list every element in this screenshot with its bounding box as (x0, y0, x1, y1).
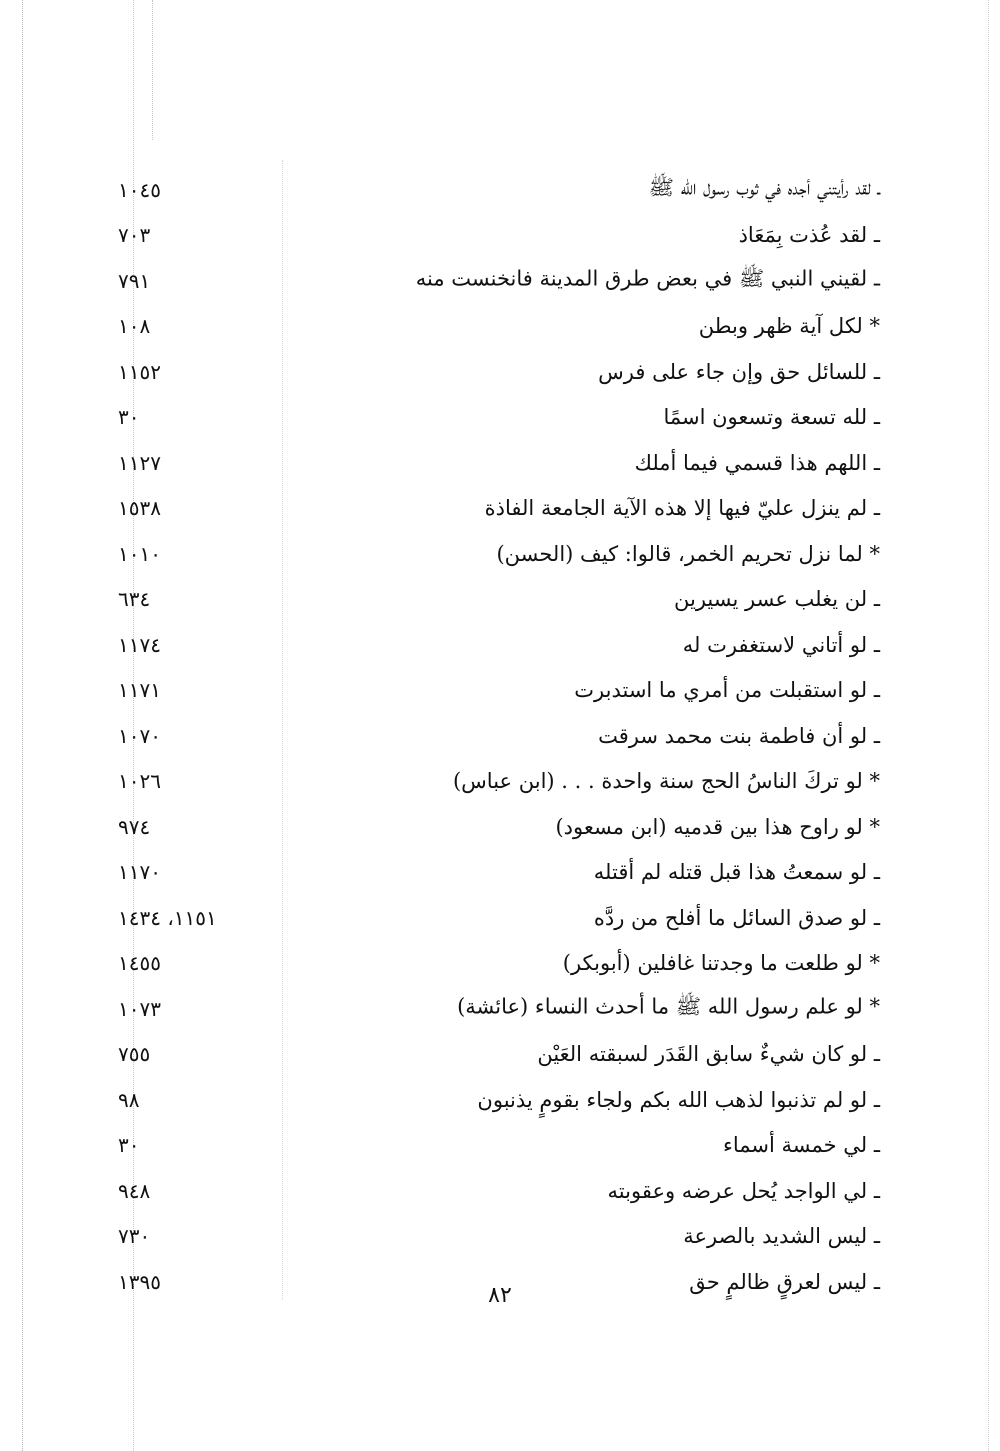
index-entry (110, 713, 880, 759)
entry-text: ـ لم ينزل عليّ فيها إلا هذه الآية الجامعة الفاذة (484, 496, 880, 521)
entry-text: ـ لقد رأيتني أجده في ثوب رسول الله ﷺ (648, 175, 880, 200)
index-entry (110, 1032, 880, 1078)
entry-text: ـ لو صدق السائل ما أفلح من ردَّه (593, 905, 880, 930)
entry-text: * لو راوح هذا بين قدميه (ابن مسعود) (555, 814, 880, 839)
entry-page: ١٠٤٥ (118, 177, 161, 202)
entry-page: ٧٥٥ (118, 1042, 151, 1067)
entry-page: ١٠٧٠ (118, 723, 161, 748)
entry-text: ـ ليس لعرقٍ ظالمٍ حق (689, 1269, 880, 1294)
index-entry (110, 986, 880, 1032)
entry-page: ٧٣٠ (118, 1224, 151, 1249)
entry-page: ١٥٣٨ (118, 496, 161, 521)
entry-page: ٧٠٣ (118, 223, 151, 248)
index-entry (110, 213, 880, 259)
entry-page: ١١٥١، ١٤٣٤ (118, 905, 217, 930)
entry-page: ٩٨ (118, 1087, 140, 1112)
entry-page: ٣٠ (118, 405, 140, 430)
index-entry (110, 577, 880, 623)
index-entry (110, 258, 880, 304)
index-entry (110, 486, 880, 532)
index-entry (110, 1123, 880, 1169)
index-entry (110, 304, 880, 350)
index-entry (110, 668, 880, 714)
entry-text: ـ اللهم هذا قسمي فيما أملك (634, 450, 880, 475)
entry-text: ـ لن يغلب عسر يسيرين (674, 587, 880, 612)
entry-text: ـ لو استقبلت من أمري ما استدبرت (574, 678, 880, 703)
entry-page: ٩٤٨ (118, 1178, 151, 1203)
entry-text: * لو تركَ الناسُ الحج سنة واحدة . . . (ابن عباس) (452, 769, 880, 794)
entry-text: ـ ليس الشديد بالصرعة (683, 1224, 880, 1249)
entry-text: * لو علم رسول الله ﷺ ما أحدث النساء (عائشة) (457, 994, 880, 1019)
entry-text: ـ لي الواجد يُحل عرضه وعقوبته (607, 1178, 880, 1203)
entry-page: ٩٧٤ (118, 814, 151, 839)
entry-text: ـ لو سمعتُ هذا قبل قتله لم أقتله (593, 860, 880, 885)
index-entry (110, 1077, 880, 1123)
index-entry (110, 167, 880, 213)
entry-page: ١٣٩٥ (118, 1269, 161, 1294)
entry-page: ١٠٧٣ (118, 996, 161, 1021)
entry-text: ـ للسائل حق وإن جاء على فرس (598, 359, 880, 384)
entry-text: ـ لقيني النبي ﷺ في بعض طرق المدينة فانخنست منه (415, 266, 880, 291)
index-entry (110, 850, 880, 896)
index-entry (110, 1168, 880, 1214)
entry-text: * لو طلعت ما وجدتنا غافلين (أبوبكر) (562, 951, 880, 976)
scan-edge-line (152, 0, 153, 140)
index-entry (110, 895, 880, 941)
entry-text: * لما نزل تحريم الخمر، قالوا: كيف (الحسن) (496, 541, 880, 566)
scan-edge-line (22, 0, 23, 1451)
entry-page: ١١٥٢ (118, 359, 161, 384)
entry-text: * لكل آية ظهر وبطن (698, 314, 880, 339)
entry-page: ١٤٥٥ (118, 951, 161, 976)
index-entry (110, 622, 880, 668)
entry-page: ١١٧١ (118, 678, 161, 703)
entry-text: ـ لله تسعة وتسعون اسمًا (663, 405, 880, 430)
entry-text: ـ لو أتاني لاستغفرت له (682, 632, 880, 657)
index-entry (110, 531, 880, 577)
entry-page: ١٠١٠ (118, 541, 161, 566)
index-entry (110, 395, 880, 441)
entry-text: ـ لقد عُذت بِمَعَاذ (738, 223, 880, 248)
index-entry (110, 759, 880, 805)
index-entry (110, 941, 880, 987)
entry-page: ١١٧٠ (118, 860, 161, 885)
entry-page: ١٠٢٦ (118, 769, 161, 794)
index-entry (110, 349, 880, 395)
entry-text: ـ لو أن فاطمة بنت محمد سرقت (598, 723, 880, 748)
entry-page: ٣٠ (118, 1133, 140, 1158)
page-number: ٨٢ (488, 1283, 512, 1308)
entry-page: ١١٢٧ (118, 450, 161, 475)
index-entries-list (110, 167, 880, 1305)
index-entry (110, 1214, 880, 1260)
entry-text: ـ لو لم تذنبوا لذهب الله بكم ولجاء بقومٍ يذنبون (477, 1087, 880, 1112)
scan-edge-line (988, 0, 989, 1451)
entry-page: ٦٣٤ (118, 587, 151, 612)
entry-page: ٧٩١ (118, 268, 151, 293)
entry-text: ـ لي خمسة أسماء (722, 1133, 880, 1158)
entry-page: ١٠٨ (118, 314, 151, 339)
entry-page: ١١٧٤ (118, 632, 161, 657)
index-entry (110, 804, 880, 850)
index-entry (110, 440, 880, 486)
entry-text: ـ لو كان شيءٌ سابق القَدَر لسبقته العَيْن (537, 1042, 880, 1067)
